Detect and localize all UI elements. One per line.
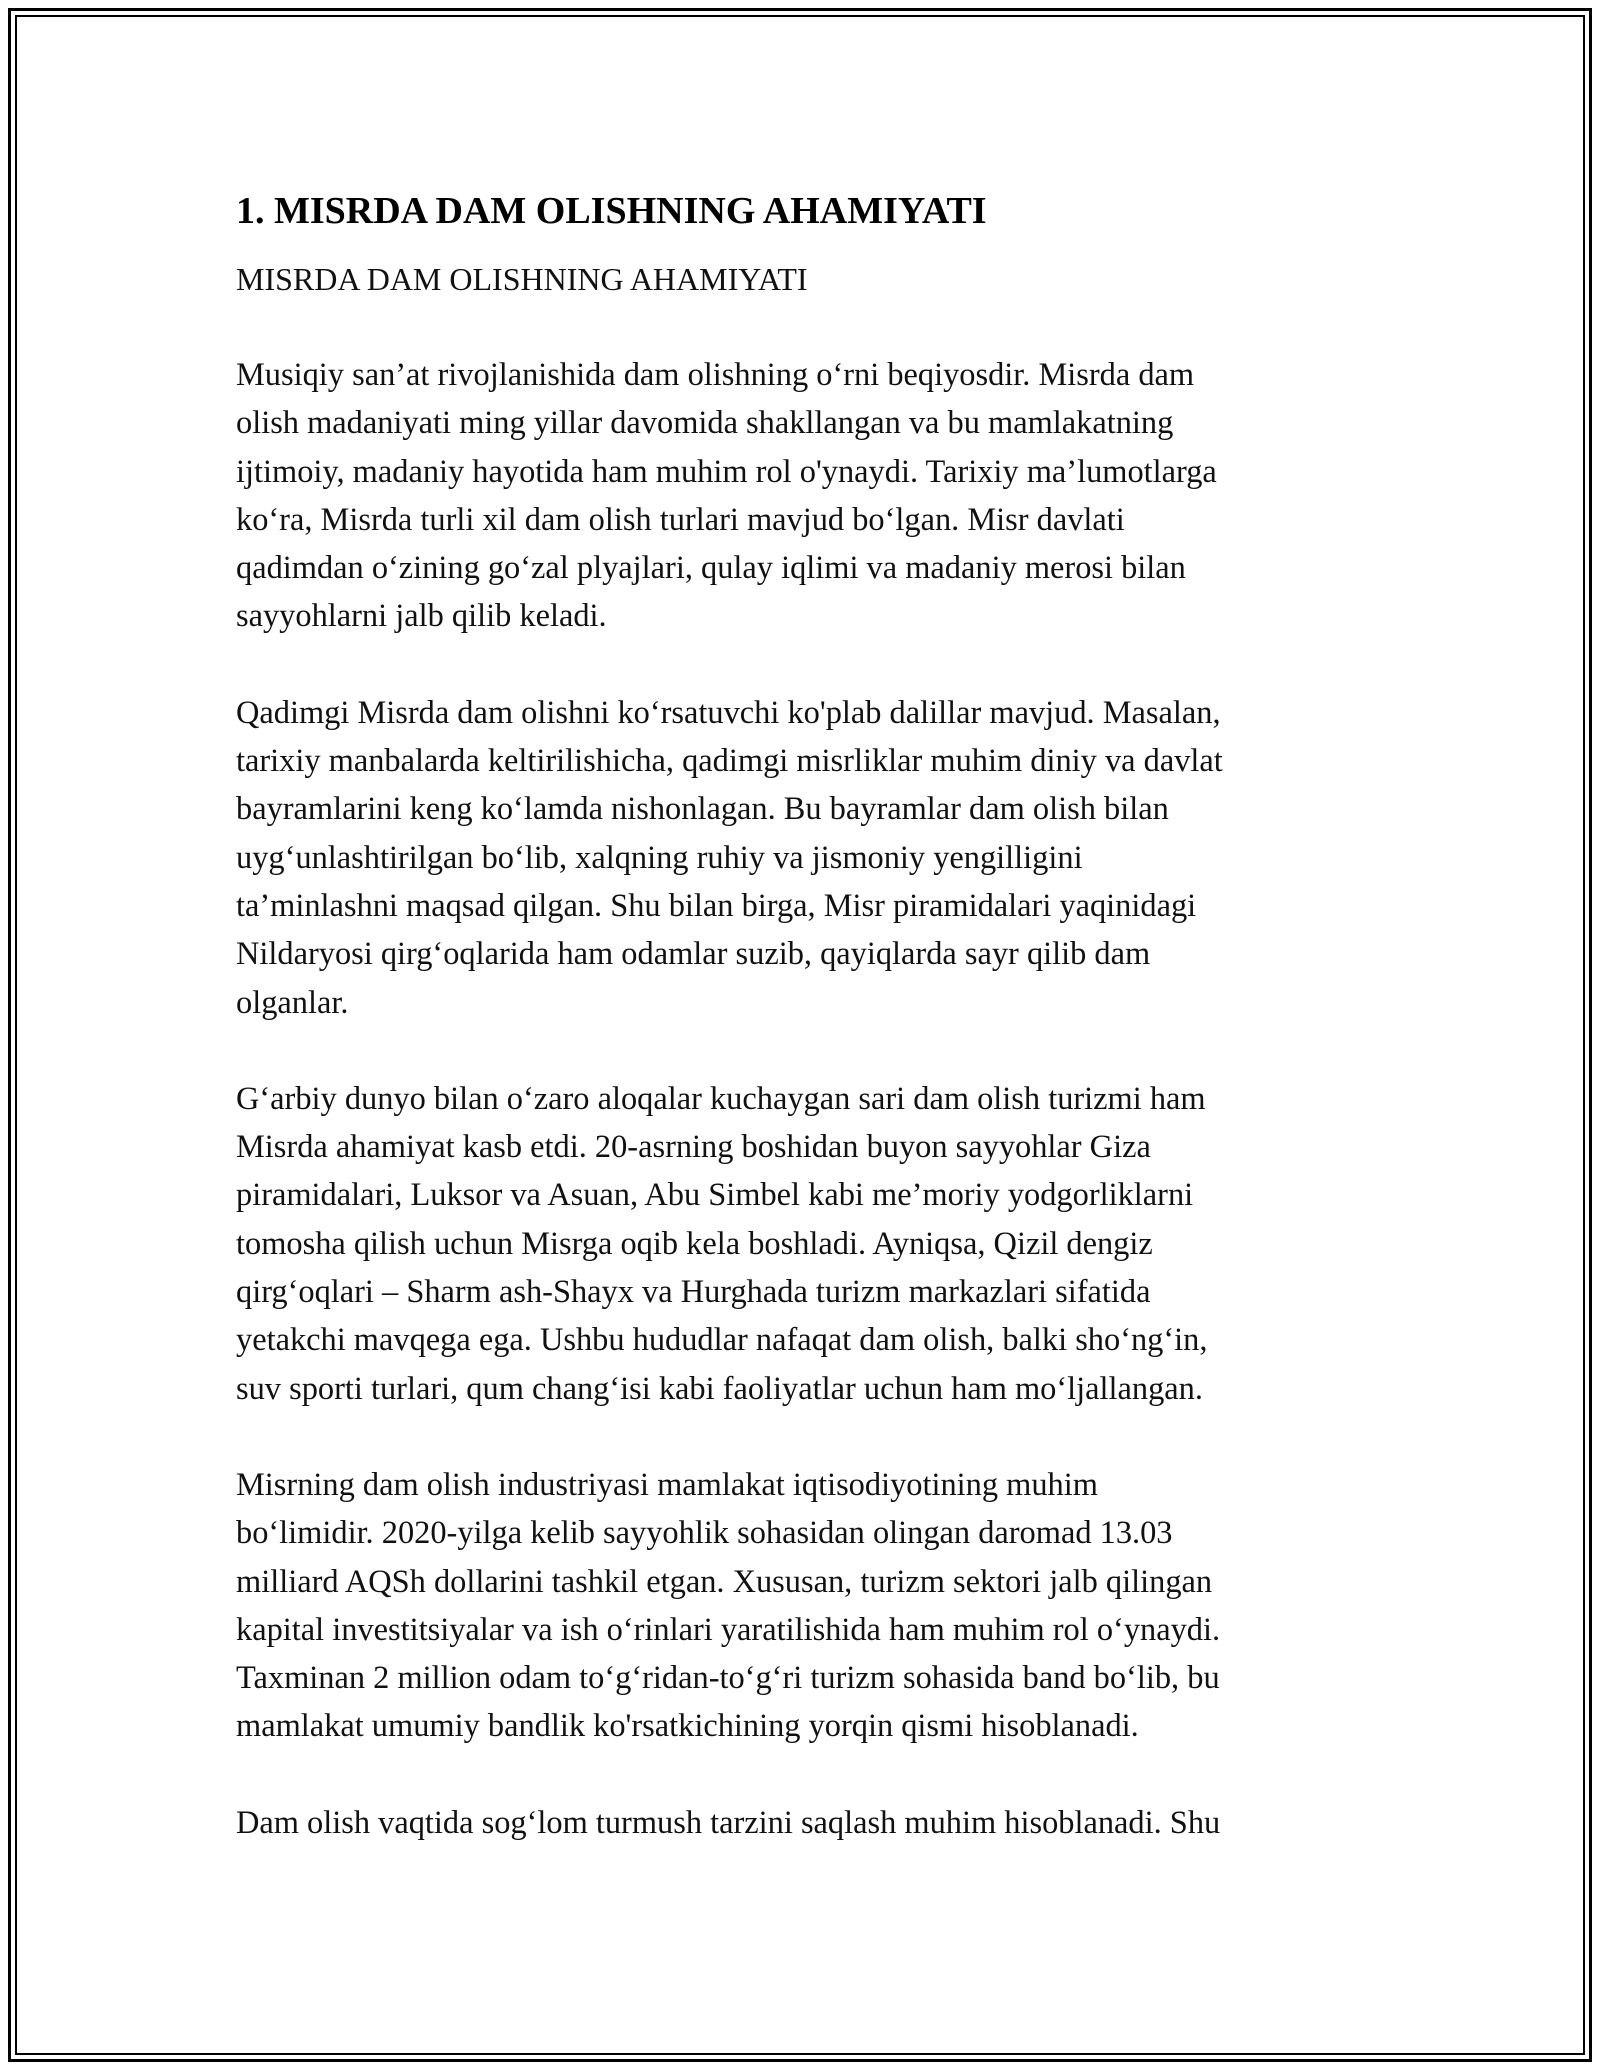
paragraph-line: Nildaryosi qirg‘oqlarida ham odamlar suzib, qayiqlarda sayr qilib dam <box>236 936 1151 973</box>
paragraph-line: Misrda ahamiyat kasb etdi. 20-asrning boshidan buyon sayyohlar Giza <box>236 1129 1151 1166</box>
paragraph-4 <box>236 1461 1366 1751</box>
paragraph-2 <box>236 689 1366 1027</box>
paragraph-line: uyg‘unlashtirilgan bo‘lib, xalqning ruhiy va jismoniy yengilligini <box>236 839 1083 876</box>
paragraph-line: qadimdan o‘zining go‘zal plyajlari, qulay iqlimi va madaniy merosi bilan <box>236 550 1186 587</box>
paragraph-line: G‘arbiy dunyo bilan o‘zaro aloqalar kuchaygan sari dam olish turizmi ham <box>236 1080 1206 1117</box>
paragraph-line: tomosha qilish uchun Misrga oqib kela boshladi. Ayniqsa, Qizil dengiz <box>236 1225 1153 1262</box>
paragraph-line: olganlar. <box>236 984 349 1021</box>
paragraph-5 <box>236 1799 1366 1847</box>
paragraph-line: kapital investitsiyalar va ish o‘rinlari yaratilishida ham muhim rol o‘ynaydi. <box>236 1611 1221 1648</box>
paragraph-line: ijtimoiy, madaniy hayotida ham muhim rol o'ynaydi. Tarixiy ma’lumotlarga <box>236 453 1217 490</box>
paragraph-line: Dam olish vaqtida sog‘lom turmush tarzini saqlash muhim hisoblanadi. Shu <box>236 1804 1221 1841</box>
paragraph-line: ta’minlashni maqsad qilgan. Shu bilan birga, Misr piramidalari yaqinidagi <box>236 887 1197 924</box>
paragraph-line: qirg‘oqlari – Sharm ash-Shayx va Hurghada turizm markazlari sifatida <box>236 1274 1151 1311</box>
paragraph-3 <box>236 1075 1366 1413</box>
document-heading: 1. MISRDA DAM OLISHNING AHAMIYATI <box>236 190 987 232</box>
paragraph-line: bayramlarini keng ko‘lamda nishonlagan. Bu bayramlar dam olish bilan <box>236 791 1169 828</box>
paragraph-line: Musiqiy san’at rivojlanishida dam olishning o‘rni beqiyosdir. Misrda dam <box>236 357 1195 393</box>
paragraph-line: bo‘limidir. 2020-yilga kelib sayyohlik sohasidan olingan daromad 13.03 <box>236 1515 1173 1552</box>
document-body <box>236 186 1366 1847</box>
paragraph-line: Misrning dam olish industriyasi mamlakat iqtisodiyotining muhim <box>236 1466 1098 1503</box>
paragraph-line: tarixiy manbalarda keltirilishicha, qadimgi misrliklar muhim diniy va davlat <box>236 743 1223 780</box>
paragraph-line: olish madaniyati ming yillar davomida shakllangan va bu mamlakatning <box>236 405 1174 442</box>
paragraph-line: suv sporti turlari, qum chang‘isi kabi faoliyatlar uchun ham mo‘ljallangan. <box>236 1370 1203 1407</box>
paragraph-line: Taxminan 2 million odam to‘g‘ridan-to‘g‘ri turizm sohasida band bo‘lib, bu <box>236 1660 1220 1697</box>
paragraph-line: ko‘ra, Misrda turli xil dam olish turlari mavjud bo‘lgan. Misr davlati <box>236 501 1125 538</box>
paragraph-line: mamlakat umumiy bandlik ko'rsatkichining yorqin qismi hisoblanadi. <box>236 1708 1139 1745</box>
paragraph-line: milliard AQSh dollarini tashkil etgan. Xususan, turizm sektori jalb qilingan <box>236 1563 1213 1600</box>
paragraph-line: yetakchi mavqega ega. Ushbu hududlar nafaqat dam olish, balki sho‘ng‘in, <box>236 1322 1208 1359</box>
paragraph-line: piramidalari, Luksor va Asuan, Abu Simbel kabi me’moriy yodgorliklarni <box>236 1177 1194 1214</box>
document-subheading: MISRDA DAM OLISHNING AHAMIYATI <box>236 261 808 297</box>
paragraph-line: Qadimgi Misrda dam olishni ko‘rsatuvchi ko'plab dalillar mavjud. Masalan, <box>236 694 1221 731</box>
paragraph-1 <box>236 351 1366 641</box>
paragraph-line: sayyohlarni jalb qilib keladi. <box>236 598 607 635</box>
